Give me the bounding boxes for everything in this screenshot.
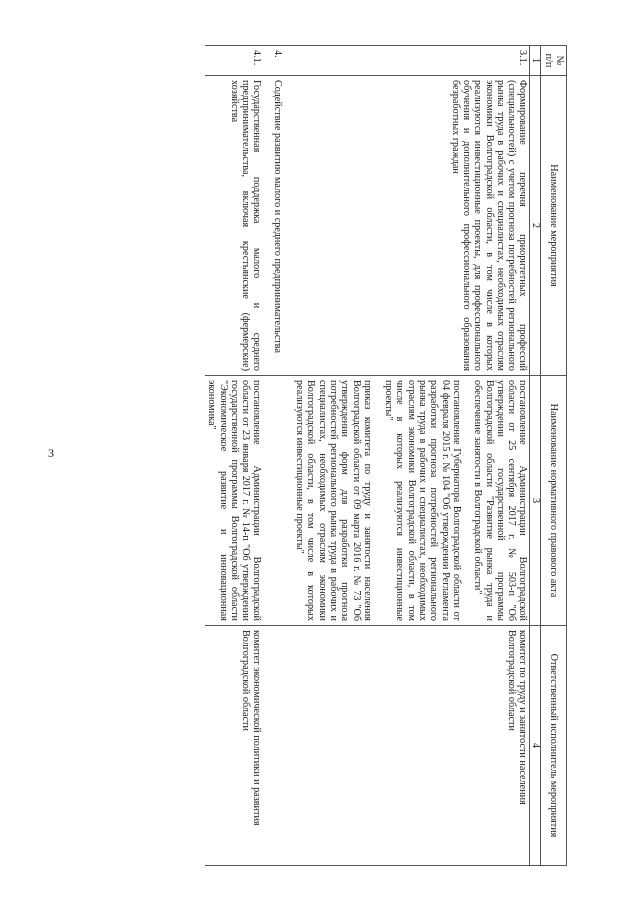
header-number: № п/п (541, 46, 567, 76)
legal-act-text: приказ комитета по труду и занятости населения Волгоградской области от 09 марта 2016 г. № 73 "Об утверждении форм для разработки прогноза потребностей регионального рынка труда в рабочих и специалистах, необходимых отраслям экономики Волгоградской области, в том числе в которых реализуются инвестиционные проекты" (294, 380, 373, 621)
table-row (270, 46, 292, 866)
legal-act-text: постановление Администрации Волгоградской области от 23 января 2017 г. № 14-п "Об утверждении государственной программы Волгоградской области "Экономическое развитие и инновационная экономика" (206, 380, 263, 621)
table-row (293, 46, 530, 866)
row-number: 4.1. (205, 46, 270, 76)
executor: комитет по труду и занятости населения Волгоградской области (293, 626, 530, 866)
rotated-page (67, 45, 567, 905)
legal-acts (270, 376, 292, 626)
executor (270, 626, 292, 866)
legal-act-text: постановление Губернатора Волгоградской области от 04 февраля 2015 г. № 104 "Об утверждении Регламента разработки прогноза потребностей регионального рынка труда в рабочих и специалистах, необходимых отраслям экономики Волгоградской области, в том числе в которых реализуются инвестиционные проекты" (383, 380, 462, 621)
table-header-row (541, 46, 567, 866)
column-number: 2 (530, 76, 541, 376)
legal-acts (205, 376, 270, 626)
measure-name: Содействие развитию малого и среднего предпринимательства (270, 76, 292, 376)
header-executor: Ответственный исполнитель мероприятия (541, 626, 567, 866)
header-measure-name: Наименование мероприятия (541, 76, 567, 376)
measure-name: Формирование перечня приоритетных профессий (специальностей) с учетом прогноза потребностей регионального рынка труда в рабочих и специалистах, необходимых отраслям экономики Волгоградской области, в том числе в которых реализуются инвестиционные проекты, для профессионального обучения и дополнительного профессионального образования безработных граждан (293, 76, 530, 376)
page-number: 3 (48, 446, 54, 460)
row-number: 3.1. (293, 46, 530, 76)
legal-acts (293, 376, 530, 626)
legal-act-text: постановление Администрации Волгоградской области от 25 сентября 2017 г. № 503-п "Об утверждении государственной программы Волгоградской области "Развитие рынка труда и обеспечение занятости в Волгоградской области" (472, 380, 529, 621)
header-legal-act: Наименование нормативного правового акта (541, 376, 567, 626)
column-number: 1 (530, 46, 541, 76)
measure-name: Государственная поддержка малого и среднего предпринимательства, включая крестьянские (фермерские) хозяйства (205, 76, 270, 376)
column-numbers-row (530, 46, 541, 866)
row-number: 4. (270, 46, 292, 76)
column-number: 3 (530, 376, 541, 626)
executor: комитет экономической политики и развития Волгоградской области (205, 626, 270, 866)
measures-table (205, 45, 567, 866)
table-row (205, 46, 270, 866)
column-number: 4 (530, 626, 541, 866)
